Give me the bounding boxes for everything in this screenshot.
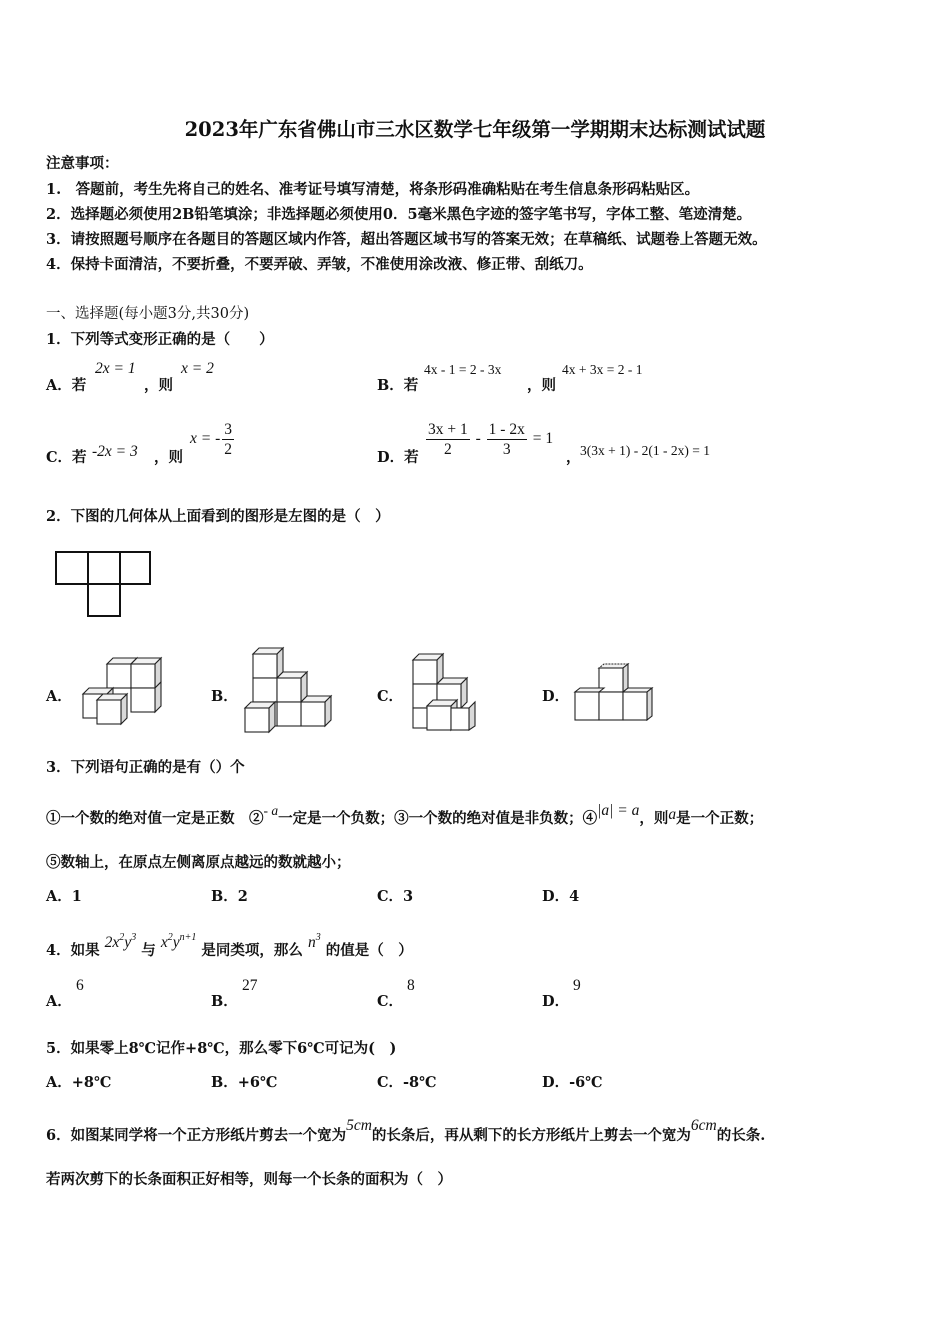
q5-option-d: D．-6℃: [542, 1074, 603, 1091]
notice-item: 1. 答题前，考生先将自己的姓名、准考证号填写清楚，将条形码准确粘贴在考生信息条形码粘贴区。: [46, 181, 700, 198]
q5-option-a: A．+8℃: [46, 1074, 112, 1091]
q1-option-c-label: C．若: [46, 449, 87, 466]
q3-statement-line1: ①一个数的绝对值一定是正数 ②- a一定是一个负数；③一个数的绝对值是非负数；④|a| = a，则a是一个正数；: [46, 802, 764, 827]
notice-heading: 注意事项：: [46, 155, 119, 172]
cube: [413, 654, 443, 684]
q4-option-b-value: 27: [242, 977, 258, 994]
q4-option-c-label: C．: [377, 993, 404, 1010]
q3-option-a: A．1: [46, 888, 82, 905]
question-2-stem: 2．下图的几何体从上面看到的图形是左图的是（ ）: [46, 508, 390, 525]
q2-option-b-label: B．: [211, 688, 238, 705]
q1-option-c-math-2: x = - $\frac{3}{2}$: [190, 421, 233, 458]
cube: [599, 692, 623, 720]
q1-option-b-math-2: 4x + 3x = 2 - 1: [562, 362, 643, 377]
q1-option-d-sep: ，: [566, 449, 581, 466]
cube: [131, 658, 161, 688]
q1-option-b-math-1: 4x - 1 = 2 - 3x: [424, 362, 502, 377]
q5-option-c: C．-8℃: [377, 1074, 437, 1091]
cube: [277, 702, 301, 726]
q4-option-b-label: B．: [211, 993, 238, 1010]
q2-option-a-label: A．: [46, 688, 72, 705]
question-4-stem: 4．如果 $2x^2y^3$ 与 $x^2y^{n+1}$ 是同类项，那么 $n^3$ 的值是（ ）: [46, 932, 413, 959]
q1-option-a-label: A．若: [46, 377, 87, 394]
q3-statement-line2: ⑤数轴上，在原点左侧离原点越远的数就越小；: [46, 854, 351, 871]
q1-option-d-math-1: $\frac{3x + 1}{2}$ - $\frac{1 - 2x}{3}$ = 1: [428, 421, 554, 458]
notice-item: 4．保持卡面清洁，不要折叠，不要弄破、弄皱，不准使用涂改液、修正带、刮纸刀。: [46, 256, 593, 273]
q1-option-c-math-1: -2x = 3: [92, 443, 138, 460]
q4-option-d-value: 9: [573, 977, 581, 994]
q1-option-a-math-2: x = 2: [181, 360, 214, 377]
q4-option-a-value: 6: [76, 977, 84, 994]
question-3-stem: 3．下列语句正确的是有（）个: [46, 759, 245, 776]
q1-option-c-sep: ，则: [154, 449, 183, 466]
q1-option-a-sep: ，则: [144, 377, 173, 394]
cube: [245, 702, 275, 732]
q2-option-d-label: D．: [542, 688, 570, 705]
q4-option-c-value: 8: [407, 977, 415, 994]
q2-option-d-figure[interactable]: [572, 662, 666, 726]
q1-option-b-sep: ，则: [527, 377, 556, 394]
q1-option-d-label: D．若: [377, 449, 419, 466]
cube: [301, 696, 331, 726]
question-6-stem: 6．如图某同学将一个正方形纸片剪去一个宽为5cm的长条后，再从剩下的长方形纸片上剪去一个宽为6cm的长条.: [46, 1117, 766, 1144]
section-heading: 一、选择题(每小题3分,共30分): [46, 306, 250, 322]
cube: [277, 672, 307, 702]
q1-option-a-math-1: 2x = 1: [95, 360, 136, 377]
q2-option-a-figure[interactable]: [80, 656, 170, 732]
cube: [623, 688, 652, 720]
q3-option-b: B．2: [211, 888, 248, 905]
q3-option-c: C．3: [377, 888, 414, 905]
q4-option-a-label: A．: [46, 993, 72, 1010]
notice-item: 3．请按照题号顺序在各题目的答题区域内作答，超出答题区域书写的答案无效；在草稿纸、试题卷上答题无效。: [46, 231, 767, 248]
notice-item: 2．选择题必须使用2B铅笔填涂；非选择题必须使用0．5毫米黑色字迹的签字笔书写，字体工整、笔迹清楚。: [46, 206, 752, 223]
q5-option-b: B．+6℃: [211, 1074, 278, 1091]
q1-option-d-math-2: 3(3x + 1) - 2(1 - 2x) = 1: [580, 443, 710, 458]
q4-option-d-label: D．: [542, 993, 570, 1010]
cube: [253, 648, 283, 678]
page-title: 2023年广东省佛山市三水区数学七年级第一学期期末达标测试试题: [184, 118, 766, 141]
q3-option-d: D．4: [542, 888, 580, 905]
question-5-stem: 5．如果零上8℃记作+8℃，那么零下6℃可记为( ): [46, 1040, 397, 1057]
top-view-figure: [55, 551, 155, 621]
q2-option-c-label: C．: [377, 688, 404, 705]
question-6-line2: 若两次剪下的长条面积正好相等，则每一个长条的面积为（ ）: [46, 1171, 452, 1188]
q2-option-c-figure[interactable]: [410, 652, 490, 732]
q1-option-b-label: B．若: [377, 377, 419, 394]
question-1-stem: 1．下列等式变形正确的是（ ）: [46, 331, 274, 348]
q2-option-b-figure[interactable]: [242, 646, 332, 734]
cube: [97, 694, 127, 724]
